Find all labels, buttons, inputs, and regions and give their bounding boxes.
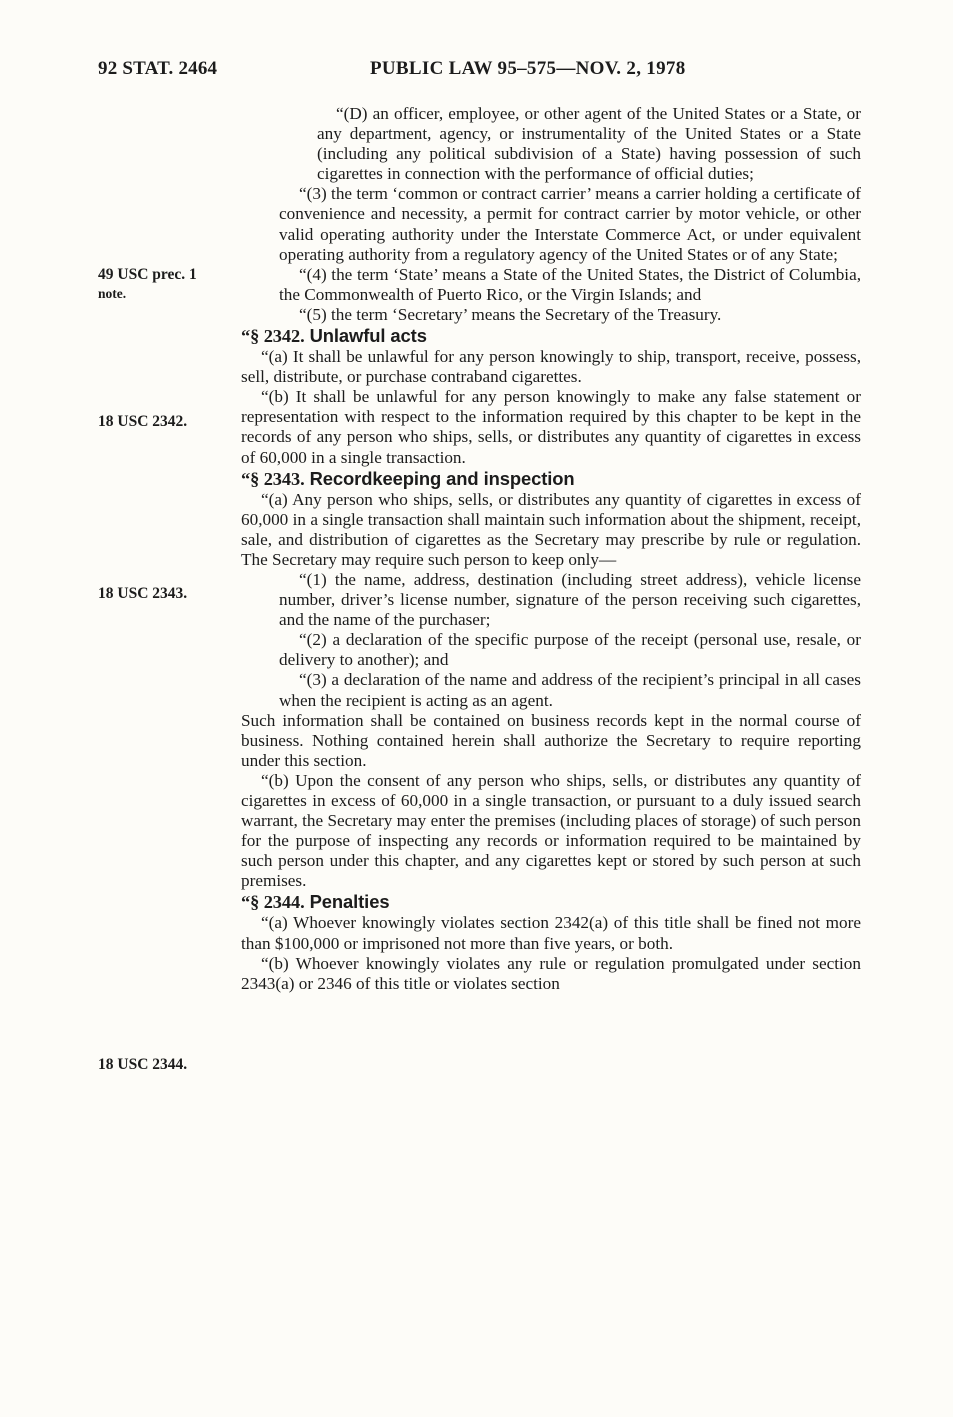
section-number: “§ 2344. (241, 892, 305, 913)
paragraph-5: “(5) the term ‘Secretary’ means the Secretary of the Treasury. (299, 304, 722, 324)
section-heading-2344 (241, 891, 861, 913)
section-heading-2343 (241, 468, 861, 490)
page-header (0, 58, 953, 86)
paragraph-4: “(4) the term ‘State’ means a State of the United States, the District of Columbia, the Commonwealth of Puerto Rico, or the Virgin Islands; and (279, 264, 861, 304)
margin-note-18-usc-2342: 18 USC 2342. (98, 413, 188, 430)
paragraph-3: “(3) the term ‘common or contract carrier’ means a carrier holding a certificate of convenience and necessity, a permit for contract carrier by motor vehicle, or other valid operating authority under the Interstate Commerce Act, or under equivalent operating authority from a regulatory agency of the United States or of any State; (279, 184, 861, 264)
paragraph-2343-b: “(b) Upon the consent of any person who ships, sells, or distributes any quantity of cigarettes in excess of 60,000 in a single transaction, or pursuant to a duly issued search warrant, the Secretary may enter the premises (including places of storage) of such person for the purpose of inspecting any records or information required to be maintained by such person under this chapter, and any cigarettes kept or stored by such person at such premises. (241, 770, 861, 891)
paragraph-2342-a: “(a) It shall be unlawful for any person knowingly to ship, transport, receive, possess, sell, distribute, or purchase contraband cigarettes. (241, 347, 861, 387)
running-title: PUBLIC LAW 95–575—NOV. 2, 1978 (370, 58, 686, 79)
section-title: Unlawful acts (309, 325, 427, 347)
margin-note-line: 49 USC prec. 1 (98, 266, 197, 283)
paragraph-2342-b: “(b) It shall be unlawful for any person knowingly to make any false statement or representation with respect to the information required by this chapter to be kept in the records of any person who ships, sells, or distributes any quantity of cigarettes in excess of 60,000 in a single transaction. (241, 387, 861, 467)
statute-citation: 92 STAT. 2464 (98, 58, 218, 79)
section-title: Penalties (309, 891, 390, 913)
paragraph-d: “(D) an officer, employee, or other agent of the United States or a State, or any department, agency, or instrumentality of the United States or a State (including any political subdivision of a State) having possession of such cigarettes in connection with the performance of official duties; (317, 104, 861, 184)
section-heading-2342 (241, 325, 861, 347)
section-title: Recordkeeping and inspection (309, 467, 575, 489)
paragraph-2343-a-2: “(2) a declaration of the specific purpose of the receipt (personal use, resale, or delivery to another); and (279, 630, 861, 670)
section-number: “§ 2343. (241, 468, 305, 489)
body-text (241, 104, 861, 994)
margin-note-49-usc (98, 265, 197, 303)
margin-note-18-usc-2343: 18 USC 2343. (98, 585, 188, 602)
paragraph-2343-a-1: “(1) the name, address, destination (including street address), vehicle license number, driver’s license number, signature of the person receiving such cigarettes, and the name of the purchaser; (279, 569, 861, 630)
paragraph-2344-b: “(b) Whoever knowingly violates any rule or regulation promulgated under section 2343(a) or 2346 of this title or violates section (241, 953, 861, 993)
bleed-through (112, 196, 116, 214)
paragraph-2344-a: “(a) Whoever knowingly violates section 2342(a) of this title shall be fined not more than $100,000 or imprisoned not more than five years, or both. (241, 913, 861, 953)
paragraph-2343-a-tail: Such information shall be contained on business records kept in the normal course of business. Nothing contained herein shall authorize the Secretary to require reporting under this section. (241, 710, 861, 770)
section-number: “§ 2342. (241, 326, 305, 347)
paragraph-2343-a: “(a) Any person who ships, sells, or distributes any quantity of cigarettes in excess of 60,000 in a single transaction shall maintain such information about the shipment, receipt, sale, and distribution of cigarettes as the Secretary may prescribe by rule or regulation. The Secretary may require such person to keep only— (241, 489, 861, 569)
paragraph-2343-a-3: “(3) a declaration of the name and address of the recipient’s principal in all cases when the recipient is acting as an agent. (279, 670, 861, 710)
margin-note-18-usc-2344: 18 USC 2344. (98, 1056, 188, 1073)
margin-note-line: note. (98, 286, 127, 301)
